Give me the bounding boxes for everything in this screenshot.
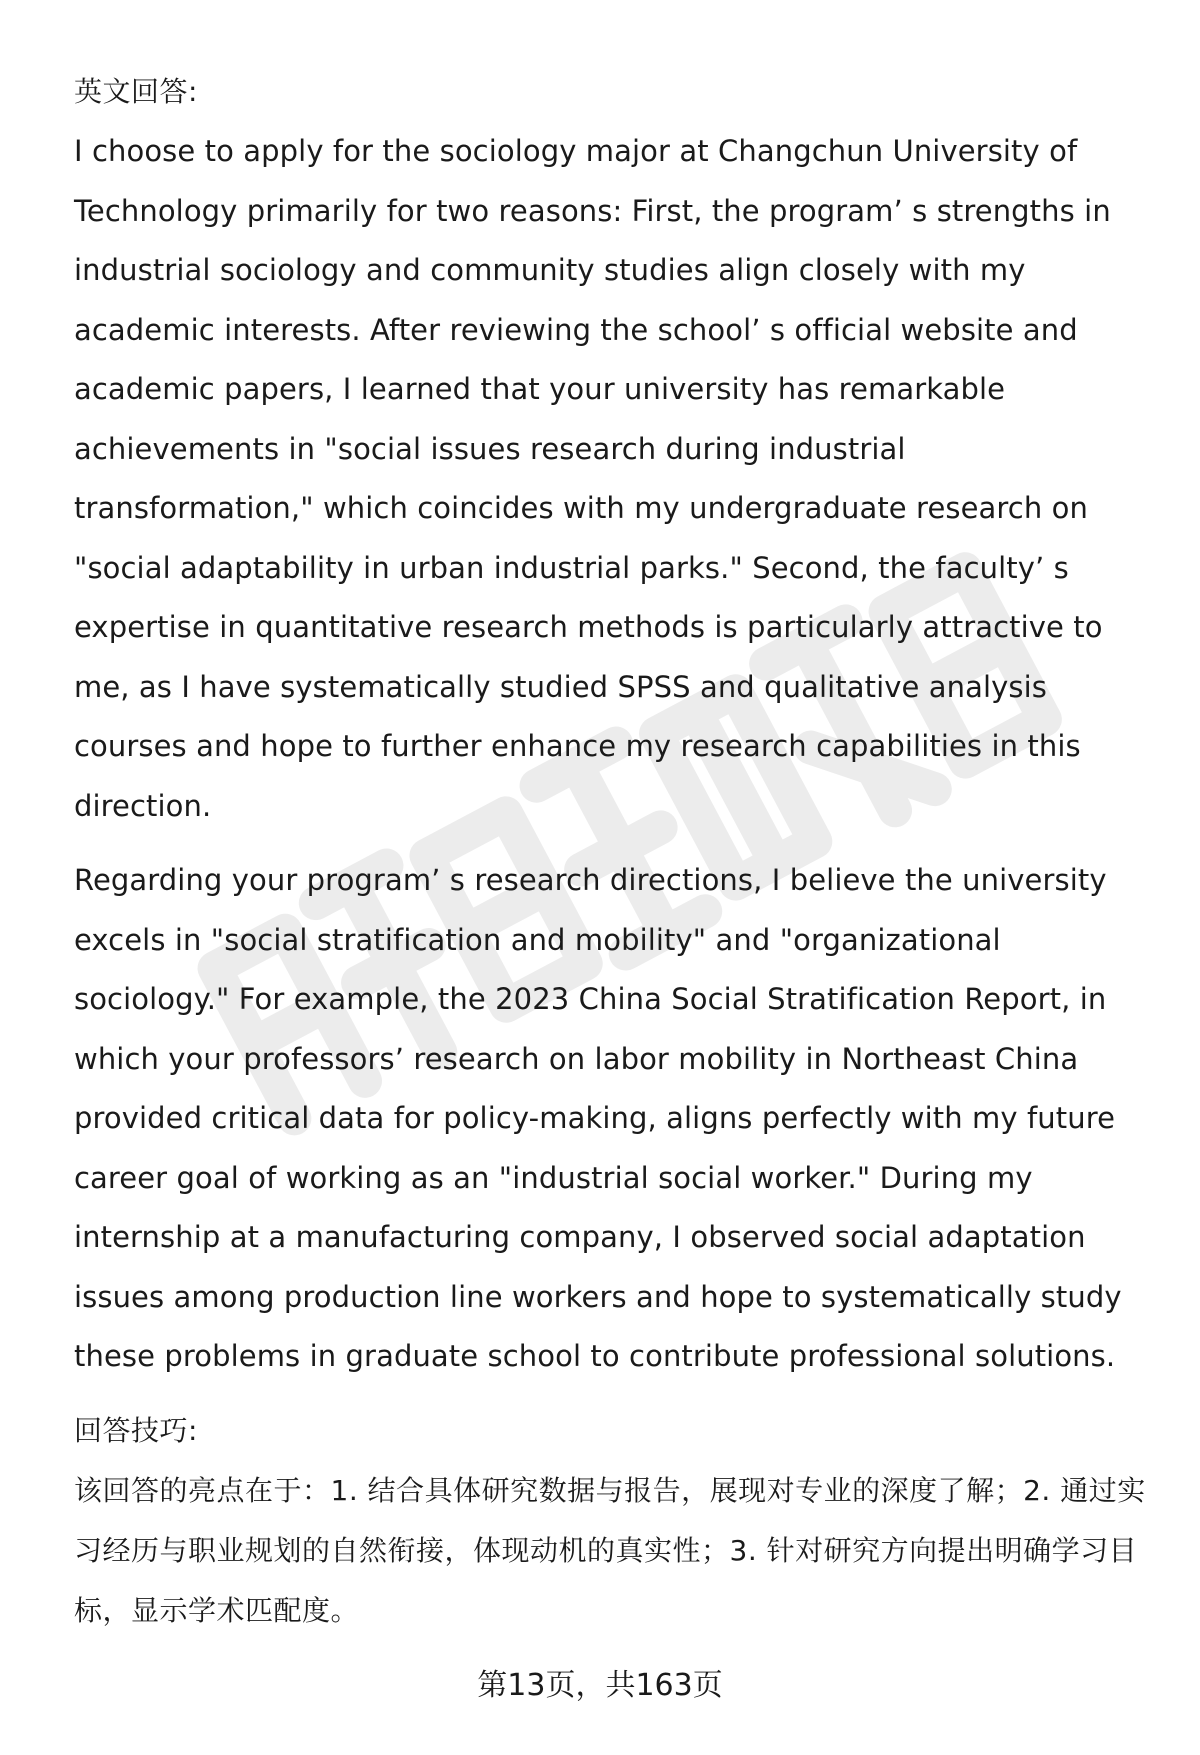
answer-paragraph-2: Regarding your program’ s research directions, I believe the university excels in "social stratification and mobility" and "organizational sociology." For example, the 2023 China Social Stratification Report, in which your professors’ research on labor mobility in Northeast China provided critical data for policy-making, aligns perfectly with my future career goal of working as an "industrial social worker." During my internship at a manufacturing company, I observed social adaptation issues among production line workers and hope to systematically study these problems in graduate school to contribute professional solutions.: [74, 863, 1122, 1373]
answer-label: 英文回答:: [74, 75, 198, 108]
document-body: [74, 62, 1154, 1641]
tips-paragraph: 该回答的亮点在于：1. 结合具体研究数据与报告，展现对专业的深度了解；2. 通过实习经历与职业规划的自然衔接，体现动机的真实性；3. 针对研究方向提出明确学习目标，显示学术匹配度。: [74, 1473, 1146, 1627]
answer-paragraph-1: I choose to apply for the sociology major at Changchun University of Technology primarily for two reasons: First, the program’ s strengths in industrial sociology and community studies align closely with my academic interests. After reviewing the school’ s official website and academic papers, I learned that your university has remarkable achievements in "social issues research during industrial transformation," which coincides with my undergraduate research on "social adaptability in urban industrial parks." Second, the faculty’ s expertise in quantitative research methods is particularly attractive to me, as I have systematically studied SPSS and qualitative analysis courses and hope to further enhance my research capabilities in this direction.: [74, 134, 1111, 823]
tips-label: 回答技巧:: [74, 1413, 198, 1447]
page-number: 第13页，共163页: [477, 1668, 723, 1703]
